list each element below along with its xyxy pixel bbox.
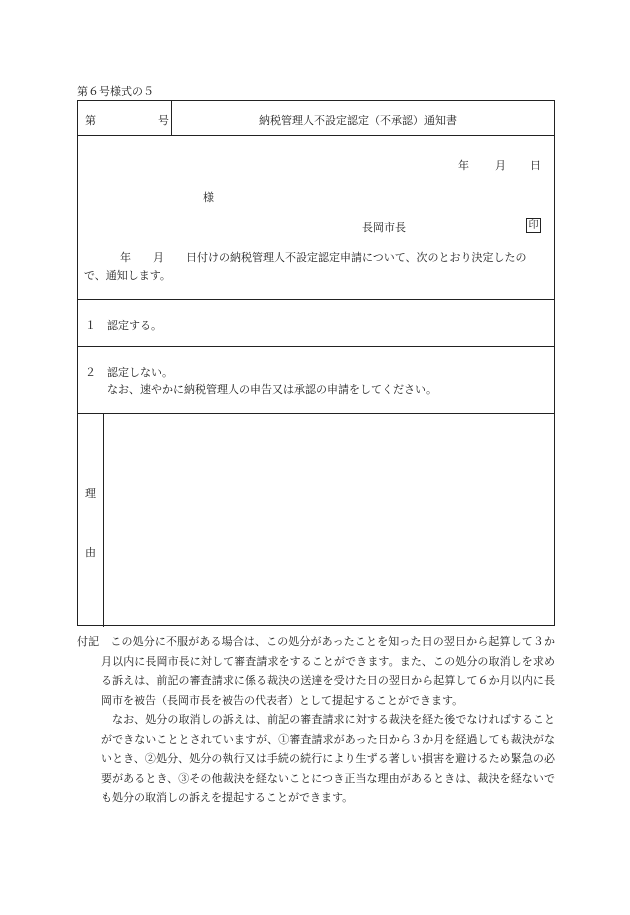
divider-option1 [78,346,554,347]
appeal-notice-paragraph2: なお、処分の取消しの訴えは、前記の審査請求に対する裁決を経た後でなければすることができないこととされていますが、①審査請求があった日から３か月を経過しても裁決がないとき、②処分、処分の執行又は手続の続行により生ずる著しい損害を避けるため緊急の必要があるとき、③その他裁決を経ないことにつき正当な理由があるときは、裁決を経ないでも処分の取消しの訴えを提起することができます。 [101,713,555,804]
number-prefix: 第 [85,114,96,127]
notice-body-line1: 年 月 日付けの納税管理人不設定認定申請について、次のとおり決定したの [120,251,527,264]
form-id: 第６号様式の５ [77,85,154,98]
divider-reason [103,413,104,627]
date-day: 日 [530,159,541,172]
date-month: 月 [495,159,506,172]
addressee-suffix: 様 [203,191,214,204]
document-title: 納税管理人不設定認定（不承認）通知書 [259,114,457,127]
appeal-notice [77,632,555,808]
reason-label-bottom: 由 [85,546,96,559]
decision-option-reject: ２ 認定しない。 [85,366,173,379]
notice-body-line2: で、通知します。 [84,269,171,282]
notice-form [77,100,555,626]
issuer-name: 長岡市長 [362,221,406,234]
date-year: 年 [458,159,469,172]
decision-reject-note: なお、速やかに納税管理人の申告又は承認の申請をしてください。 [107,383,437,396]
reason-field[interactable] [105,414,554,625]
reason-label-top: 理 [85,487,96,500]
seal-mark: 印 [526,218,541,233]
divider-header [78,135,554,136]
appeal-notice-paragraph1: 付記 この処分に不服がある場合は、この処分があったことを知った日の翌日から起算して３か月以内に長岡市長に対して審査請求をすることができます。また、この処分の取消しを求める訴えは、前記の審査請求に係る裁決の送達を受けた日の翌日から起算して６か月以内に長岡市を被告（長岡市長を被告の代表者）として提起することができます。 [77,635,555,707]
decision-option-approve: １ 認定する。 [85,319,162,332]
divider-number-title [171,101,172,135]
number-suffix: 号 [158,114,169,127]
divider-notice [78,299,554,300]
